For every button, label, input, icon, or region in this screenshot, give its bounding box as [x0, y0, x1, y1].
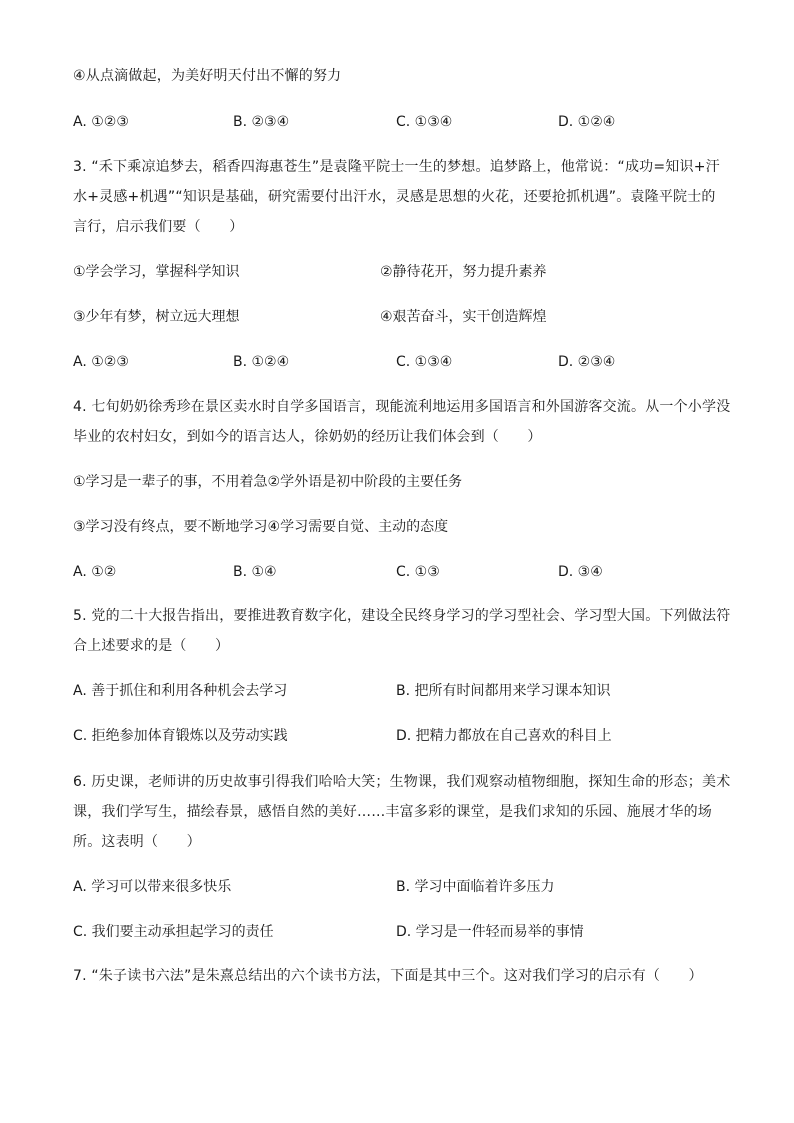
q3-item-3: ③少年有梦，树立远大理想 [73, 309, 240, 325]
q4-option-d[interactable]: D. ③④ [558, 564, 603, 580]
q6-stem-line-1: 6. 历史课，老师讲的历史故事引得我们哈哈大笑；生物课，我们观察动植物细胞，探知生命的形态；美术 [73, 774, 731, 790]
q4-option-b[interactable]: B. ①④ [233, 564, 277, 580]
q4-option-c[interactable]: C. ①③ [396, 564, 440, 580]
q3-option-c[interactable]: C. ①③④ [396, 354, 453, 370]
q4-option-a[interactable]: A. ①② [73, 564, 117, 580]
q4-items-line-2: ③学习没有终点，要不断地学习④学习需要自觉、主动的态度 [73, 519, 449, 535]
q5-option-a[interactable]: A. 善于抓住和利用各种机会去学习 [73, 683, 288, 699]
q3-item-1: ①学会学习，掌握科学知识 [73, 264, 240, 280]
q6-stem-line-2: 课，我们学写生，描绘春景，感悟自然的美好……丰富多彩的课堂，是我们求知的乐园、施展才华的场 [73, 804, 712, 820]
q2-option-d[interactable]: D. ①②④ [558, 114, 616, 130]
q3-stem-line-2: 水+灵感+机遇”“知识是基础，研究需要付出汗水，灵感是思想的火花，还要抢抓机遇”。袁隆平院士的 [73, 189, 716, 205]
q3-option-d[interactable]: D. ②③④ [558, 354, 616, 370]
q7-stem-line-1: 7. “朱子读书六法”是朱熹总结出的六个读书方法，下面是其中三个。这对我们学习的启示有（ ） [73, 968, 703, 984]
q3-option-b[interactable]: B. ①②④ [233, 354, 290, 370]
q5-option-b[interactable]: B. 把所有时间都用来学习课本知识 [396, 683, 611, 699]
q4-items-line-1: ①学习是一辈子的事，不用着急②学外语是初中阶段的主要任务 [73, 474, 463, 490]
q3-stem-line-3: 言行，启示我们要（ ） [73, 219, 244, 235]
q4-stem-line-2: 毕业的农村妇女，到如今的语言达人，徐奶奶的经历让我们体会到（ ） [73, 429, 542, 445]
q3-item-2: ②静待花开，努力提升素养 [380, 264, 547, 280]
q3-stem-line-1: 3. “禾下乘凉追梦去，稻香四海惠苍生”是袁隆平院士一生的梦想。追梦路上，他常说：“成功=知识+汗 [73, 159, 720, 175]
q6-option-b[interactable]: B. 学习中面临着许多压力 [396, 879, 555, 895]
q2-option-c[interactable]: C. ①③④ [396, 114, 453, 130]
q3-option-a[interactable]: A. ①②③ [73, 354, 129, 370]
q2-option-a[interactable]: A. ①②③ [73, 114, 129, 130]
q2-item-4: ④从点滴做起，为美好明天付出不懈的努力 [73, 68, 342, 84]
q5-stem-line-2: 合上述要求的是（ ） [73, 638, 230, 654]
q6-option-d[interactable]: D. 学习是一件轻而易举的事情 [396, 924, 584, 940]
q2-option-b[interactable]: B. ②③④ [233, 114, 290, 130]
q6-stem-line-3: 所。这表明（ ） [73, 834, 201, 850]
q5-stem-line-1: 5. 党的二十大报告指出，要推进教育数字化，建设全民终身学习的学习型社会、学习型大国。下列做法符 [73, 608, 731, 624]
q3-item-4: ④艰苦奋斗，实干创造辉煌 [380, 309, 547, 325]
q6-option-a[interactable]: A. 学习可以带来很多快乐 [73, 879, 232, 895]
q5-option-d[interactable]: D. 把精力都放在自己喜欢的科目上 [396, 728, 612, 744]
q4-stem-line-1: 4. 七旬奶奶徐秀珍在景区卖水时自学多国语言，现能流利地运用多国语言和外国游客交流。从一个小学没 [73, 399, 731, 415]
q5-option-c[interactable]: C. 拒绝参加体育锻炼以及劳动实践 [73, 728, 288, 744]
q6-option-c[interactable]: C. 我们要主动承担起学习的责任 [73, 924, 274, 940]
